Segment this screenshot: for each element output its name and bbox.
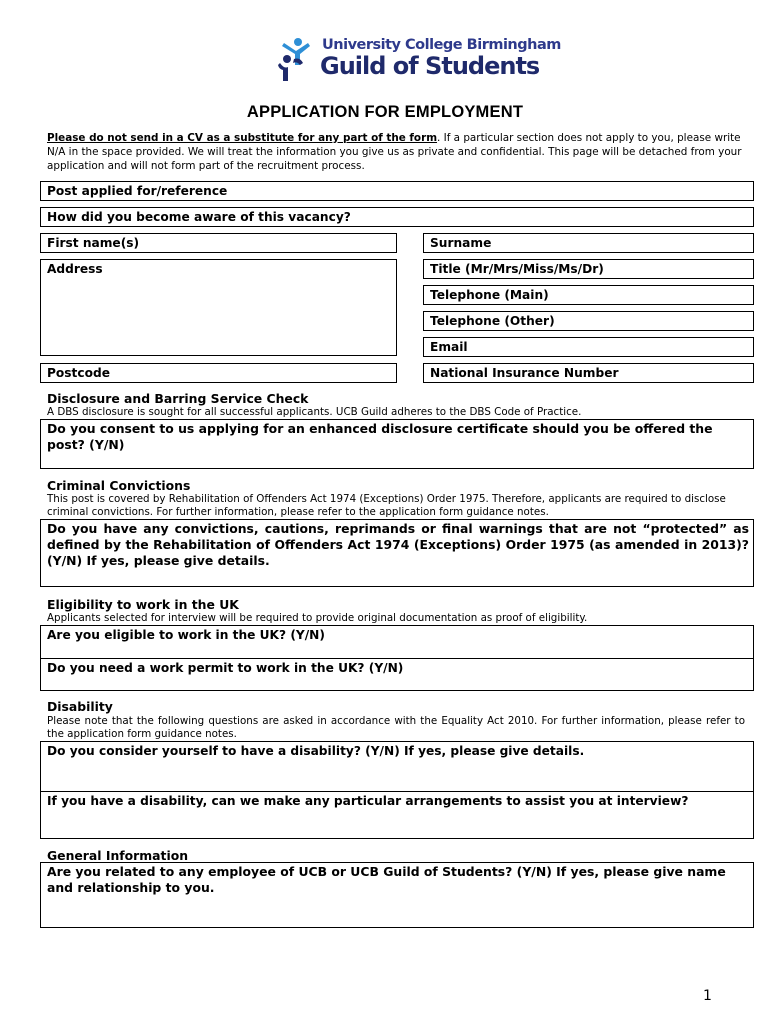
first-name-label: First name(s) <box>47 236 140 250</box>
email-label: Email <box>430 340 468 354</box>
post-applied-label: Post applied for/reference <box>47 184 228 198</box>
eligibility-text: Applicants selected for interview will be required to provide original documentation as proof of eligibility. <box>47 612 588 624</box>
telephone-main-field[interactable] <box>423 285 754 305</box>
dbs-consent-question: Do you consent to us applying for an enhanced disclosure certificate should you be offered the post? (Y/N) <box>47 421 713 452</box>
disability-box <box>40 741 754 839</box>
address-label: Address <box>47 262 103 276</box>
related-employee-field[interactable] <box>40 862 754 928</box>
interview-arrangements-field[interactable] <box>41 792 753 838</box>
telephone-main-label: Telephone (Main) <box>430 288 549 302</box>
address-field[interactable] <box>40 259 397 356</box>
intro-text: . If a particular section does not apply to you, please write N/A in the space provided. We will treat the information you give us as private and confidential. This page will be detached from your application and will not form part of the recruitment process. <box>47 132 742 172</box>
post-applied-field[interactable] <box>40 181 754 201</box>
dbs-heading: Disclosure and Barring Service Check <box>47 391 309 406</box>
eligible-uk-field[interactable] <box>41 626 753 658</box>
work-permit-question: Do you need a work permit to work in the UK? (Y/N) <box>47 661 404 675</box>
title-field[interactable] <box>423 259 754 279</box>
eligible-uk-question: Are you eligible to work in the UK? (Y/N) <box>47 628 325 642</box>
telephone-other-field[interactable] <box>423 311 754 331</box>
postcode-field[interactable] <box>40 363 397 383</box>
related-employee-question: Are you related to any employee of UCB or UCB Guild of Students? (Y/N) If yes, please give name and relationship to you. <box>47 864 726 895</box>
surname-label: Surname <box>430 236 492 250</box>
page-title: APPLICATION FOR EMPLOYMENT <box>246 103 524 121</box>
first-name-field[interactable] <box>40 233 397 253</box>
disability-text: Please note that the following questions are asked in accordance with the Equality Act 2010. For further information, please refer to the application form guidance notes. <box>47 715 745 740</box>
disability-question: Do you consider yourself to have a disability? (Y/N) If yes, please give details. <box>47 744 585 758</box>
work-permit-field[interactable] <box>41 659 753 690</box>
eligibility-heading: Eligibility to work in the UK <box>47 597 239 612</box>
criminal-text: This post is covered by Rehabilitation of Offenders Act 1974 (Exceptions) Order 1975. Therefore, applicants are required to disclose criminal convictions. For further information, please refer to the application form guidance notes. <box>47 493 726 518</box>
surname-field[interactable] <box>423 233 754 253</box>
dbs-text: A DBS disclosure is sought for all successful applicants. UCB Guild adheres to the DBS Code of Practice. <box>47 406 582 418</box>
postcode-label: Postcode <box>47 366 110 380</box>
vacancy-source-field[interactable] <box>40 207 754 227</box>
intro-warning: Please do not send in a CV as a substitute for any part of the form <box>47 132 438 144</box>
ni-number-field[interactable] <box>423 363 754 383</box>
email-field[interactable] <box>423 337 754 357</box>
guild-logo <box>276 37 561 83</box>
telephone-other-label: Telephone (Other) <box>430 314 555 328</box>
criminal-heading: Criminal Convictions <box>47 478 191 493</box>
disability-details-field[interactable] <box>41 742 753 791</box>
eligibility-box <box>40 625 754 691</box>
convictions-field[interactable] <box>40 519 754 587</box>
figures-icon <box>276 37 320 83</box>
ni-number-label: National Insurance Number <box>430 366 619 380</box>
convictions-question: Do you have any convictions, cautions, reprimands or final warnings that are not “protected” as defined by the Rehabilitation of Offenders Act 1974 (Exceptions) Order 1975 (as amended in 2013)? (Y/N) If yes, please give details. <box>47 521 749 568</box>
title-label: Title (Mr/Mrs/Miss/Ms/Dr) <box>430 262 604 276</box>
disability-heading: Disability <box>47 699 113 714</box>
logo-university-text: University College Birmingham <box>322 37 561 53</box>
vacancy-source-label: How did you become aware of this vacancy? <box>47 210 351 224</box>
intro-paragraph <box>47 131 749 173</box>
interview-arrangements-question: If you have a disability, can we make any particular arrangements to assist you at interview? <box>47 794 689 808</box>
logo-guild-text: Guild of Students <box>320 52 540 80</box>
page-number: 1 <box>703 988 712 1004</box>
general-heading: General Information <box>47 848 189 863</box>
dbs-consent-field[interactable] <box>40 419 754 469</box>
